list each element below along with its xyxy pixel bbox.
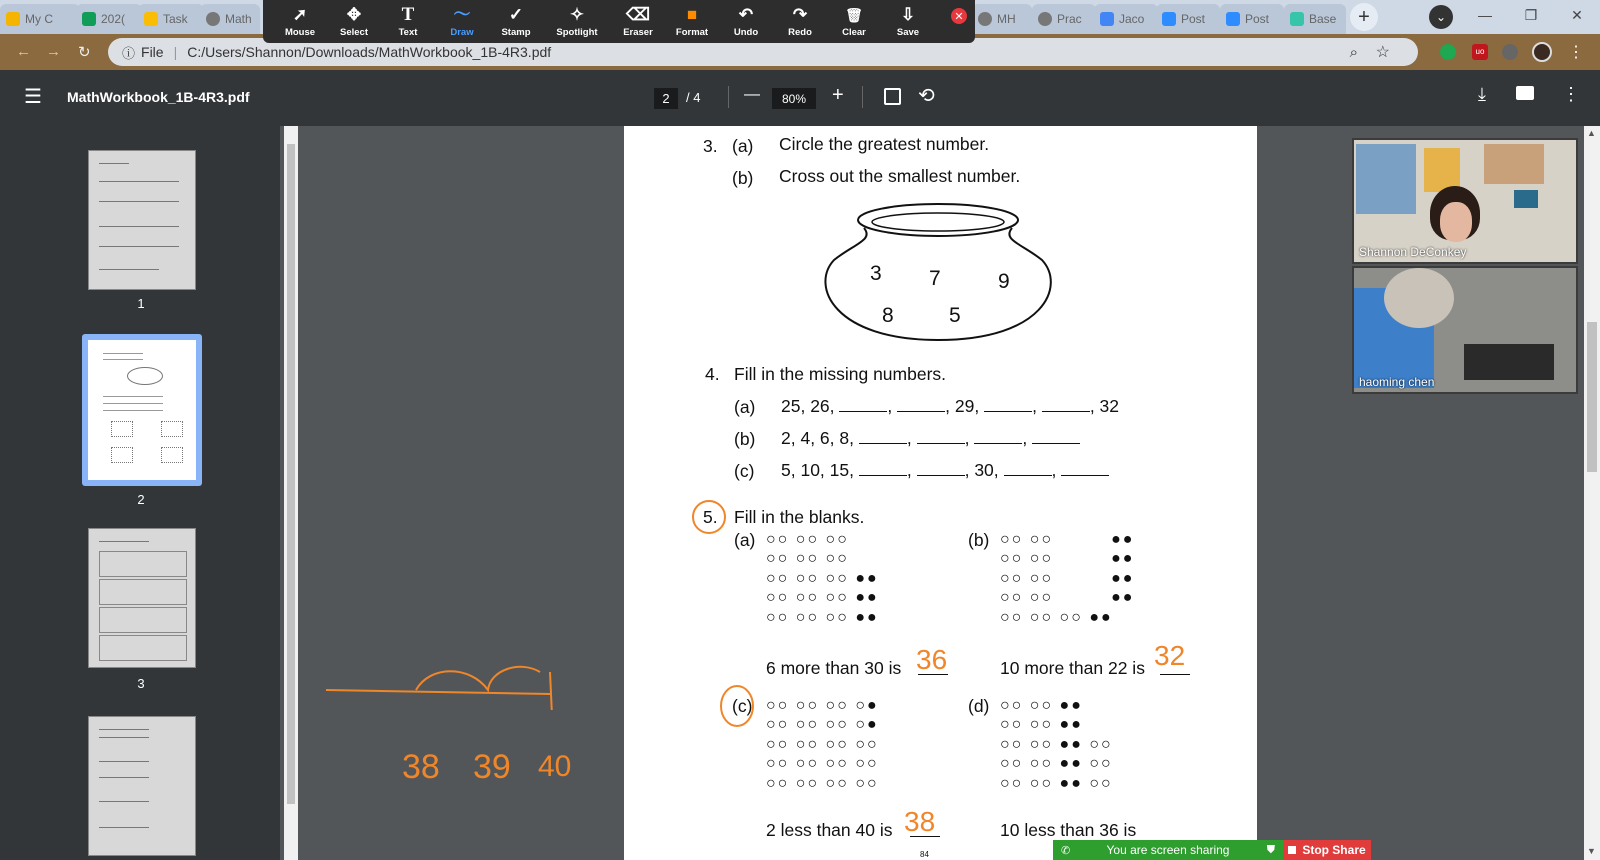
zoom-out-button[interactable]: —: [744, 86, 760, 103]
undo-icon: ↶: [738, 5, 754, 24]
answer-blank: [897, 398, 945, 412]
ublock-icon[interactable]: uo: [1472, 44, 1488, 60]
screen-sharing-indicator[interactable]: [1053, 840, 1283, 860]
more-options-icon[interactable]: ⋮: [1562, 84, 1580, 104]
page-thumbnail-2[interactable]: [88, 340, 196, 480]
zoom-lens-icon[interactable]: ⌕: [1349, 43, 1358, 61]
answer-blank: [1061, 462, 1109, 476]
thumbnail-label: 1: [137, 296, 145, 311]
toolbar-divider: [862, 86, 863, 108]
tab-label: MH: [997, 12, 1016, 26]
scribble-number: 39: [473, 748, 511, 786]
question-text: Fill in the blanks.: [734, 507, 865, 527]
zoom-in-button[interactable]: +: [832, 84, 844, 106]
page-number-input[interactable]: 2: [654, 88, 678, 109]
stop-icon: [1288, 846, 1296, 854]
globe-icon: [206, 12, 220, 26]
answer-blank: [1004, 462, 1052, 476]
sequence-text: 30,: [974, 460, 999, 480]
background-object: [1464, 344, 1554, 380]
part-label: (a): [734, 397, 756, 417]
question-text: Fill in the missing numbers.: [734, 364, 947, 384]
handwritten-answer: 32: [1154, 640, 1186, 671]
rotate-icon[interactable]: ⟲: [918, 85, 935, 107]
fill-sentence: 6 more than 30 is: [766, 658, 902, 678]
sidebar-scrollbar[interactable]: [284, 126, 298, 860]
zoom-icon: [1162, 12, 1176, 26]
task-icon: [144, 12, 158, 26]
fill-sentence: 10 less than 36 is: [1000, 820, 1137, 840]
scroll-down-arrow[interactable]: ▼: [1587, 846, 1596, 856]
answer-blank: [839, 398, 887, 412]
forward-icon[interactable]: →: [46, 43, 61, 60]
answer-blank: [1160, 674, 1190, 675]
drive-icon: [6, 12, 20, 26]
part-label: (b): [732, 168, 754, 188]
part-label: (b): [968, 530, 990, 550]
fill-sentence: 10 more than 22 is: [1000, 658, 1145, 678]
fill-sentence: 2 less than 40 is: [766, 820, 893, 840]
checkmark-icon: ✓: [508, 5, 524, 24]
print-icon[interactable]: [1516, 86, 1534, 100]
wand-icon: ✧: [569, 5, 585, 24]
draw-tool-button[interactable]: [435, 0, 489, 43]
back-icon[interactable]: ←: [16, 43, 31, 60]
tool-label: Spotlight: [556, 27, 598, 38]
answer-blank: [1032, 430, 1080, 444]
tab-label: Prac: [1057, 12, 1082, 26]
puzzle-icon[interactable]: [1502, 44, 1518, 60]
wall-poster: [1484, 144, 1544, 184]
clear-button[interactable]: [827, 0, 881, 43]
tab-label: Math: [225, 12, 252, 26]
dot-grid-c: ○○ ○○ ○○ ○● ○○ ○○ ○○ ○● ○○ ○○ ○○ ○○ ○○ ○○ ○○ ○○ ○○ ○○ ○○ ○○: [766, 697, 879, 792]
part-label: (a): [734, 530, 756, 550]
tool-label: Eraser: [623, 27, 653, 38]
pdf-page: [624, 126, 1257, 860]
undo-button[interactable]: [719, 0, 773, 43]
thumbnail-sidebar: [0, 126, 280, 860]
globe-icon: [1038, 12, 1052, 26]
url-scheme-label: File: [141, 44, 164, 60]
tool-label: Text: [398, 27, 418, 38]
menu-dots-icon[interactable]: ⋮: [1568, 44, 1584, 61]
scroll-thumb[interactable]: [1587, 322, 1597, 472]
tab-label: Jaco: [1119, 12, 1145, 26]
browser-tab[interactable]: [1156, 4, 1220, 34]
tool-label: Save: [896, 27, 920, 38]
restore-button[interactable]: ❐: [1524, 6, 1538, 23]
eraser-tool-button[interactable]: [611, 0, 665, 43]
share-status-text: You are screen sharing: [1106, 843, 1230, 857]
question-text: Circle the greatest number.: [779, 134, 990, 154]
fit-page-icon[interactable]: [884, 88, 901, 105]
pot-number: 3: [870, 262, 882, 285]
video-tile-shannon[interactable]: [1352, 138, 1578, 264]
sequence-text: 5, 10, 15,: [781, 460, 854, 480]
sequence-text: 2, 4, 6, 8,: [781, 428, 854, 448]
app-icon: [1290, 12, 1304, 26]
question-text: Cross out the smallest number.: [779, 166, 1021, 186]
trash-icon: 🗑: [845, 7, 863, 23]
stop-share-button[interactable]: [1283, 840, 1371, 860]
page-number: 84: [920, 850, 929, 859]
tab-label: Base: [1309, 12, 1337, 26]
browser-tab[interactable]: [138, 4, 204, 34]
tool-label: Undo: [733, 27, 759, 38]
minimize-button[interactable]: —: [1478, 7, 1492, 23]
tab-label: My C: [25, 12, 53, 26]
handwritten-answer: 36: [916, 644, 948, 675]
scribble-number: 38: [402, 748, 440, 786]
phone-icon: ✆: [1061, 844, 1071, 857]
zoom-level-input[interactable]: 80%: [772, 88, 816, 109]
document-title: MathWorkbook_1B-4R3.pdf: [67, 89, 250, 105]
browser-tab[interactable]: [1032, 4, 1096, 34]
browser-tab[interactable]: [1284, 4, 1346, 34]
globe-icon: [978, 12, 992, 26]
thumbnail-label: 2: [137, 492, 145, 507]
page-thumbnail-1[interactable]: [88, 150, 196, 290]
participant-name: Shannon DeConkey: [1359, 245, 1467, 259]
docs-icon: [1100, 12, 1114, 26]
part-label: (d): [968, 696, 990, 716]
answer-blank: [917, 430, 965, 444]
answer-blank: [974, 430, 1022, 444]
sequence-text: 25, 26,: [781, 396, 835, 416]
answer-blank: [984, 398, 1032, 412]
toolbar-divider: [728, 86, 729, 108]
squiggle-icon: 〜: [453, 5, 471, 24]
tab-label: Post: [1181, 12, 1206, 26]
tool-label: Redo: [788, 27, 812, 38]
reload-icon[interactable]: ↻: [78, 44, 91, 61]
thumbnail-label: 3: [137, 676, 145, 691]
url-text: C:/Users/Shannon/Downloads/MathWorkbook_1B-4R3.pdf: [187, 44, 552, 60]
browser-tab[interactable]: [76, 4, 142, 34]
shield-icon: ⛊: [1266, 843, 1275, 856]
tab-label: Task: [163, 12, 188, 26]
scribble-number: 40: [538, 750, 572, 783]
tool-label: Stamp: [501, 27, 531, 38]
tab-label: 202(: [101, 12, 126, 26]
sequence-text: 29,: [954, 396, 980, 416]
part-label: (a): [732, 136, 754, 156]
answer-blank: [1042, 398, 1090, 412]
scroll-up-arrow[interactable]: ▲: [1587, 128, 1596, 138]
save-icon: ⇩: [900, 5, 916, 24]
page-total: / 4: [686, 90, 701, 105]
participant-name: haoming chen: [1359, 375, 1435, 389]
spotlight-tool-button[interactable]: [543, 0, 611, 43]
answer-blank: [859, 430, 907, 444]
eraser-icon: ⌫: [625, 5, 651, 24]
info-icon[interactable]: ⓘ: [122, 45, 136, 61]
hamburger-menu-icon[interactable]: ☰: [24, 86, 42, 108]
part-label: (c): [732, 696, 753, 716]
profile-avatar[interactable]: [1532, 42, 1552, 62]
video-tile-haoming[interactable]: [1352, 266, 1578, 394]
dot-grid-d: ○○ ○○ ●● ○○ ○○ ●● ○○ ○○ ●● ○○ ○○ ○○ ●● ○○ ○○ ○○ ●● ○○: [1000, 697, 1113, 792]
pot-number: 7: [929, 267, 941, 290]
tab-search-icon[interactable]: ⌄: [1429, 5, 1453, 29]
pdf-toolbar: [0, 70, 1600, 126]
dot-grid-b: ○○ ○○ ●● ○○ ○○ ●● ○○ ○○ ●● ○○ ○○ ●● ○○ ○○ ○○ ●●: [1000, 531, 1135, 626]
answer-blank: [859, 462, 907, 476]
download-icon[interactable]: ⤓: [1478, 84, 1486, 104]
tool-label: Draw: [450, 27, 474, 38]
browser-tab[interactable]: [1220, 4, 1284, 34]
sequence-text: 32: [1099, 396, 1120, 416]
format-tool-button[interactable]: [665, 0, 719, 43]
question-number: 5.: [703, 507, 718, 527]
tool-label: Select: [340, 27, 368, 38]
save-button[interactable]: [881, 0, 935, 43]
sequence-row-a: 25, 26, , , 29, , , 32: [781, 396, 1120, 416]
number-line-scribble: [320, 660, 560, 710]
sidebar-scroll-thumb[interactable]: [287, 144, 295, 804]
wall-poster: [1356, 144, 1416, 214]
dot-grid-a: ○○ ○○ ○○ ○○ ○○ ○○ ○○ ○○ ○○ ●● ○○ ○○ ○○ ●● ○○ ○○ ○○ ●●: [766, 531, 879, 626]
zoom-icon: [1226, 12, 1240, 26]
redo-icon: ↷: [792, 5, 808, 24]
browser-tab[interactable]: [1094, 4, 1158, 34]
text-icon: T: [401, 4, 415, 25]
tool-label: Clear: [842, 27, 866, 38]
part-label: (b): [734, 429, 756, 449]
close-annotation-button[interactable]: ✕: [951, 8, 967, 24]
close-window-button[interactable]: ✕: [1571, 6, 1583, 23]
pointer-icon: ➚: [292, 5, 308, 24]
participant-face: [1440, 202, 1472, 242]
stop-share-label: Stop Share: [1302, 843, 1366, 857]
classroom-icon: [82, 12, 96, 26]
tab-label: Post: [1245, 12, 1270, 26]
question-number: 3.: [703, 136, 718, 156]
stamp-tool-button[interactable]: [489, 0, 543, 43]
page-scrollbar[interactable]: [1584, 126, 1600, 860]
browser-tab[interactable]: [0, 4, 80, 34]
tool-label: Mouse: [284, 27, 316, 38]
handwritten-answer: 38: [904, 806, 936, 837]
tool-label: Format: [675, 27, 709, 38]
page-thumbnail-3[interactable]: [88, 528, 196, 668]
question-number: 4.: [705, 364, 720, 384]
pot-number: 9: [998, 270, 1010, 293]
bookmark-star-icon[interactable]: ☆: [1375, 44, 1390, 61]
part-label: (c): [734, 461, 755, 481]
text-tool-button[interactable]: [381, 0, 435, 43]
url-divider: |: [173, 44, 178, 60]
mouse-tool-button[interactable]: [273, 0, 327, 43]
wall-poster: [1514, 190, 1538, 208]
redo-button[interactable]: [773, 0, 827, 43]
participant-head: [1384, 268, 1454, 328]
annotation-toolbar: [263, 0, 975, 43]
pot-number: 5: [949, 304, 961, 327]
answer-blank: [917, 462, 965, 476]
color-swatch-icon: ■: [686, 5, 698, 24]
select-tool-button[interactable]: [327, 0, 381, 43]
sequence-row-b: 2, 4, 6, 8, , , ,: [781, 428, 1080, 449]
pot-number: 8: [882, 304, 894, 327]
extension-icon[interactable]: [1440, 44, 1456, 60]
browser-tab[interactable]: [972, 4, 1032, 34]
browser-tab[interactable]: [200, 4, 260, 34]
page-thumbnail-4[interactable]: [88, 716, 196, 856]
new-tab-button[interactable]: +: [1350, 3, 1378, 31]
move-icon: ✥: [346, 5, 362, 24]
sequence-row-c: 5, 10, 15, , , 30, ,: [781, 460, 1109, 481]
